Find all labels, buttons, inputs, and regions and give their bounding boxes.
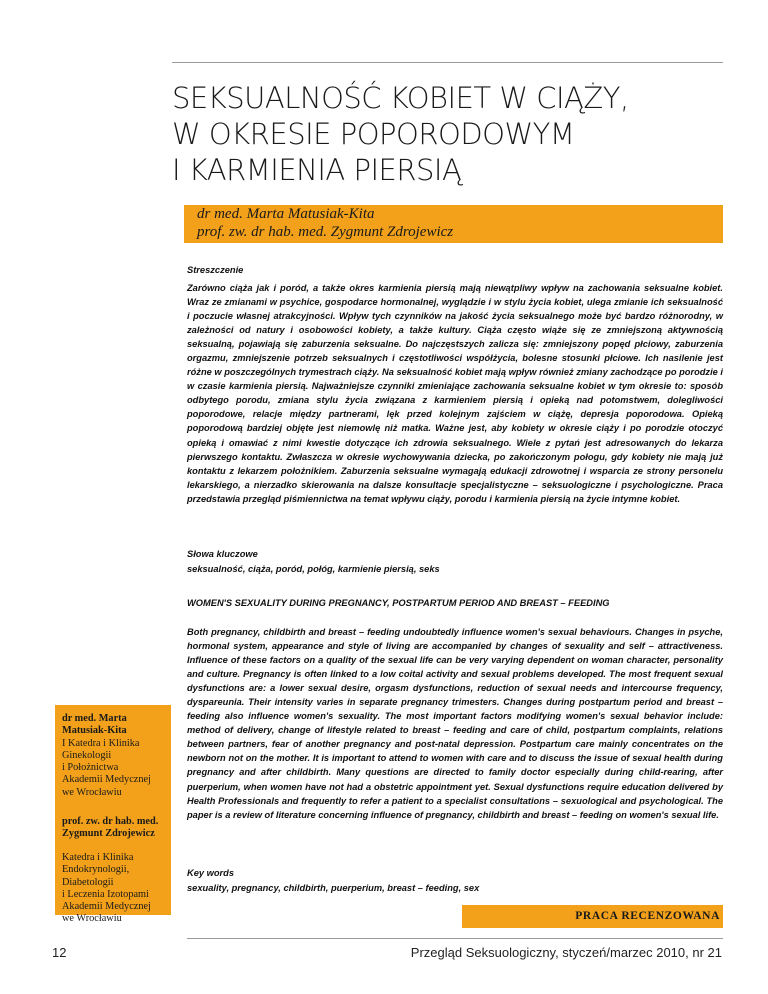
review-label: PRACA RECENZOWANA (575, 910, 720, 922)
sidebar-affiliation-line: Diabetologii (62, 876, 114, 888)
english-title: WOMEN'S SEXUALITY DURING PREGNANCY, POSTPARTUM PERIOD AND BREAST – FEEDING (187, 598, 610, 608)
footer-citation: Przegląd Seksuologiczny, styczeń/marzec 2010, nr 21 (410, 945, 722, 960)
sidebar-author-1 (62, 713, 151, 799)
sidebar-author-1-affiliation: I Katedra i Klinika (62, 737, 140, 749)
slowa-kluczowe-heading: Słowa kluczowe (187, 549, 258, 559)
key-words-body: sexuality, pregnancy, childbirth, puerperium, breast – feeding, sex (187, 883, 480, 893)
sidebar-author-1-name: dr med. Marta (62, 713, 127, 724)
sidebar-author-1-affiliation: Akademii Medycznej (62, 774, 151, 786)
sidebar-author-1-affiliation: Ginekologii (62, 749, 112, 761)
sidebar-author-2-name (62, 816, 158, 841)
sidebar-affiliation-line: Akademii Medycznej (62, 901, 151, 913)
streszczenie-heading: Streszczenie (187, 265, 244, 275)
sidebar-author-1-affiliation: i Położnictwa (62, 762, 119, 774)
sidebar-author-2-name-line: prof. zw. dr hab. med. (62, 816, 159, 827)
streszczenie-body: Zarówno ciąża jak i poród, a także okres karmienia piersią mają niewątpliwy wpływ na zachowania seksualne kobiet. Wraz ze zmianami w psychice, gospodarce hormonalnej, wyglądzie i w stylu życia kobiet, ulega zmianie ich seksualność i poczucie własnej atrakcyjności. Wpływ tych czynników na jakość życia seksualnego może być bardzo różnorodny, w zależności od natury i osobowości kobiety, a także kultury. Ciąża często wiąże się ze zmniejszoną aktywnością seksualną, pojawiają się zaburzenia seksualne. Do najczęstszych zalicza się: zmniejszony popęd płciowy, zaburzenia orgazmu, zmniejszenie potrzeb seksualnych i częstotliwości współżycia, bolesne stosunki płciowe. Ich nasilenie jest różne w poszczególnych trymestrach ciąży. Na seksualność kobiet mają wpływ również zmiany zachodzące po porodzie i w czasie karmienia piersią. Najważniejsze czynniki zmieniające zachowania seksualne kobiet w tym okresie to: sposób odbytego porodu, zmiana stylu życia związana z karmieniem piersią i opieką nad potomstwem, dolegliwości poporodowe, relacje między partnerami, lęk przed kolejnym zajściem w ciążę, depresja poporodowa. Opieką poporodową bardziej objęte jest niemowlę niż matka. Ważne jest, aby kobiety w okresie ciąży i po porodzie otoczyć opieką i omawiać z nimi kwestie dotyczące ich zdrowia seksualnego. Wiele z pytań jest adresowanych do lekarza pierwszego kontaktu. Zwłaszcza w okresie wychowywania dziecka, po zakończonym połogu, gdy kobiety nie mają już kontaktu z lekarzem położnikiem. Zaburzenia seksualne wymagają edukacji zdrowotnej i wsparcia ze strony personelu lekarskiego, a nierzadko skierowania na dalsze konsultacje specjalistyczne – seksuologiczne i psychologiczne. Praca przedstawia przegląd piśmiennictwa na temat wpływu ciąży, porodu i karmienia piersią na życie intymne kobiet. (187, 283, 723, 504)
english-abstract: Both pregnancy, childbirth and breast – feeding undoubtedly influence women's sexual behaviours. Changes in psyche, hormonal system, appearance and style of living are accompanied by changes of sexuality and self – attractiveness. Influence of these factors on a quality of the sexual life can be very varying dependent on woman character, personality and culture. Pregnancy is often linked to a low coital activity and sexual problems developed. The most frequent sexual dysfunctions are: a lower sexual desire, orgasm dysfunctions, reduction of sexual needs and intercourse frequency, dyspareunia. Their intensity varies in separate pregnancy trimesters. Changes during postpartum period and breast – feeding also influence women's sexuality. The most important factors modifying women's sexual behavior include: method of delivery, change of lifestyle related to breast – feeding and care of child, postpartum complaints, relations between partners, fear of another pregnancy and post-natal depression. Postpartum care mainly concentrates on the newborn not on the mother. It is important to attend to women with care and to discuss the issue of sexual health during pregnancy and after childbirth. Many questions are directed to family doctor especially during child-rearing, after puerperium, when women have not had a obstetric appointment yet. Sexual dysfunctions require education delivered by Health Professionals and frequently to refer a patient to a specialist consultations – sexuological and psychological. The paper is a review of literature concerning influence of pregnancy, childbirth and breast – feeding on women's sexual life. (187, 627, 723, 820)
title-line: W OKRESIE POPORODOWYM (172, 117, 575, 151)
sidebar-author-1-affiliation: we Wrocławiu (62, 786, 122, 798)
sidebar-author-1-name: Matusiak-Kita (62, 725, 127, 737)
author-1: dr med. Marta Matusiak-Kita (197, 206, 375, 222)
slowa-kluczowe-body: seksualność, ciąża, poród, połóg, karmienie piersią, seks (187, 564, 440, 574)
sidebar-affiliation-line: i Leczenia Izotopami (62, 888, 149, 900)
bottom-rule (187, 938, 723, 939)
sidebar-affiliation-line: Katedra i Klinika (62, 852, 134, 863)
title-line: SEKSUALNOŚĆ KOBIET W CIĄŻY, (172, 81, 629, 115)
sidebar-affiliation-line: we Wrocławiu (62, 913, 122, 925)
article-title (172, 80, 732, 188)
page-number: 12 (52, 945, 67, 960)
title-line: I KARMIENIA PIERSIĄ (172, 153, 462, 187)
sidebar-affiliation-line: Endokrynologii, (62, 864, 130, 876)
top-rule (172, 62, 723, 63)
sidebar-author-2-name-line: Zygmunt Zdrojewicz (62, 828, 155, 840)
key-words-heading: Key words (187, 868, 235, 878)
author-2: prof. zw. dr hab. med. Zygmunt Zdrojewicz (197, 224, 454, 240)
sidebar-author-2-affiliation (62, 852, 151, 926)
